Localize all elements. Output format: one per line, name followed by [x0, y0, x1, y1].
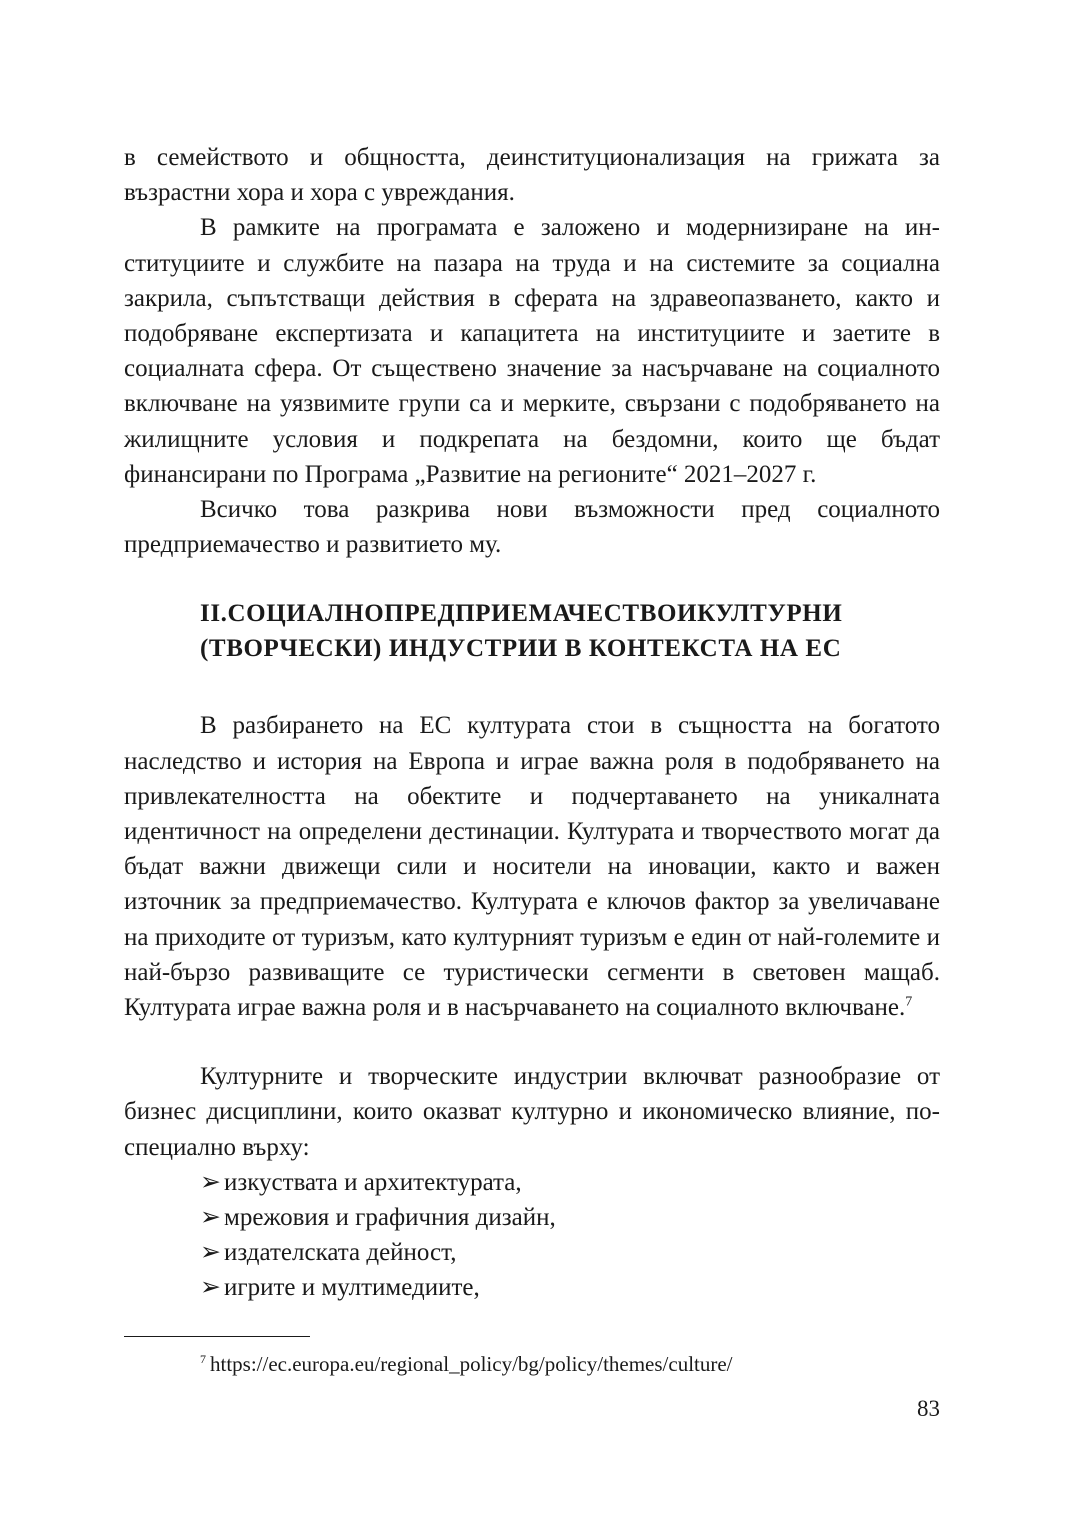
page-body [124, 140, 940, 1306]
footnote-divider [124, 1336, 310, 1337]
list-item-text: мрежовия и графичния дизайн, [224, 1204, 556, 1232]
footnote [200, 1350, 733, 1378]
paragraph-new-opportunities: Всичко това разкрива нови възможности пред социалното предприемачество и развитието му. [124, 496, 940, 559]
paragraph-program-modernization: В рамките на програмата е заложено и модернизиране на институциите и службите на пазара на труда и на системите за социална закрила, съпътстващи действия в сферата на здравеопазването, както и подобряване експертизата и капацитета на институциите и заетите в социалната сфера. От съществено значение за насърчаване на социалното включване на уязвимите групи са и мерките, свързани с подобряването на жилищните условия и подкрепата на бездомни, които ще бъдат финансирани по Програма „Развитие на регионите“ 2021–2027 г. [124, 214, 940, 488]
paragraph-eu-culture [124, 708, 940, 1025]
section-heading-line-1: II.СОЦИАЛНОПРЕДПРИЕМАЧЕСТВОИКУЛТУРНИ [200, 600, 843, 628]
footnote-number: 7 [200, 1352, 206, 1366]
list-item [200, 1270, 940, 1305]
arrow-bullet-icon: ➢ [200, 1204, 221, 1232]
list-item [200, 1235, 940, 1270]
arrow-bullet-icon: ➢ [200, 1168, 221, 1196]
paragraph-creative-industries: Културните и творческите индустрии включват разнообразие от бизнес дисциплини, които оказват културно и икономическо влияние, по-специално върху: [124, 1063, 940, 1161]
section-heading-line-2: (ТВОРЧЕСКИ) ИНДУСТРИИ В КОНТЕКСТА НА ЕС [200, 635, 842, 663]
paragraph-eu-culture-text: В разбирането на ЕС културата стои в същността на богатото наследство и история на Европа и играе важна роля в подобряването на привлекателността на обектите и подчертаването на уникалната идентичност на определени дестинации. Културата и творчеството могат да бъдат важни движещи сили и носители на иновации, както и важен източник за предприемачество. Културата е ключов фактор за увеличаване на приходите от туризъм, като културният туризъм е един от най-големите и най-бързо развиващите се туристически сегменти в световен мащаб. Културата играе важна роля и в насърчаването на социалното включване. [124, 712, 940, 1022]
list-item-text: изкуствата и архитектурата, [224, 1168, 522, 1196]
industries-list [124, 1165, 940, 1306]
arrow-bullet-icon: ➢ [200, 1274, 221, 1302]
paragraph-continuation: в семейството и общността, деинституционализация на грижата за възрастни хора и хора с увреждания. [124, 144, 940, 207]
section-heading [200, 596, 940, 666]
list-item [200, 1165, 940, 1200]
footnote-link[interactable]: https://ec.europa.eu/regional_policy/bg/policy/themes/culture/ [210, 1352, 733, 1376]
footnote-reference: 7 [905, 994, 913, 1010]
list-item [200, 1200, 940, 1235]
page-number: 83 [917, 1396, 940, 1421]
arrow-bullet-icon: ➢ [200, 1239, 221, 1267]
list-item-text: издателската дейност, [224, 1239, 457, 1267]
list-item-text: игрите и мултимедиите, [224, 1274, 480, 1302]
